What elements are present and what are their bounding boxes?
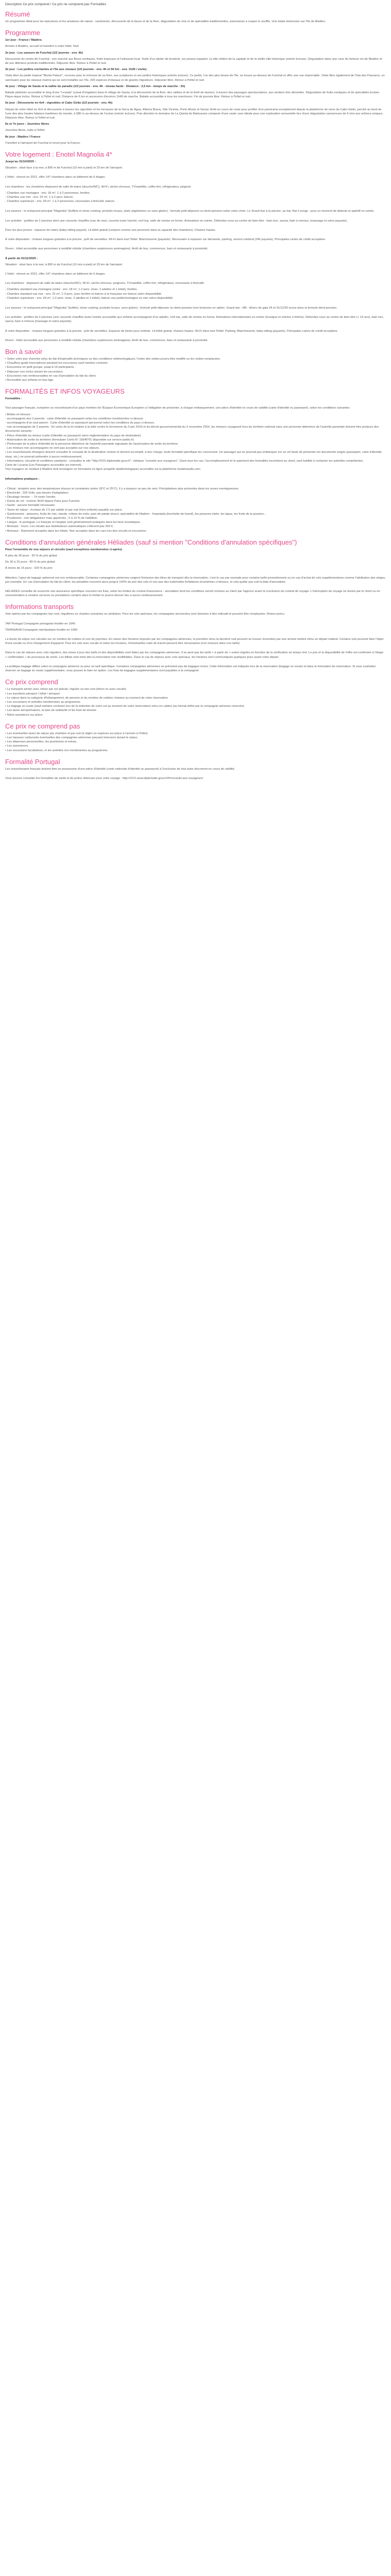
formalites-list <box>5 413 386 472</box>
transport-intro: Vols opérés par les compagnies low cost, régulières ou charters suivantes ou similaires. Pour les vols spéciaux, les compagnies annoncées sont données à titre indicatif et peuvent être remplacées. Retour prévu. <box>5 613 285 616</box>
hotel-situation: Situation : situé face à la mer, à 800 m de Funchal (10 min à pied) et 25 km de l'aéroport. <box>5 166 123 170</box>
room-types <box>5 191 386 204</box>
list-item: - accompagnés des 2 parents : carte d'identité ou passeport selon les conditions mentionnées ci-dessus. <box>5 417 144 420</box>
list-item: • Pourboires : non obligatoires mais appréciés ; 5 à 10 % de l'addition. <box>5 517 98 520</box>
list-item: • Excursions non remboursables en cas d'annulation du fait du client. <box>5 374 96 378</box>
list-item: - non accompagnés de 2 parents : En vertu de la loi relative à la lutte contre le terrorisme du 3 juin 2016 et du décret gouvernemental du 2 novembre 2016, les mineurs voyageant hors du territoire national sans une personne détentrice de l'autorité parentale doivent être porteurs des documents suivants : <box>5 426 379 433</box>
hotel-description: L'hôtel : rénové en 2021, offre 147 chambres dans un bâtiment de 6 étages. <box>5 272 106 276</box>
pratiques-subtitle: Informations pratiques : <box>5 478 40 481</box>
list-item: • Taxes de séjour : écotaxe de 2 € par adulte et par nuit (hors enfants) payable sur place. <box>5 508 123 512</box>
list-item: • Décalage horaire : - 1h toute l'année. <box>5 496 56 499</box>
hotel-description: L'hôtel : rénové en 2021, offre 147 chambres dans un bâtiment de 6 étages. <box>5 176 106 179</box>
formalite-text: Les ressortissants français doivent être en possession d'une pièce d'identité (carte nationale d'identité ou passeport) à l'exclusion de tout autre document en cours de validité. <box>5 767 235 771</box>
room-type: - Chambre supérieure : env. 26 m², 1-2 pers. (max. 2 adultes et 1 bébé), balcon vue jardin/montagne ou mer selon disponibilité. <box>5 296 174 300</box>
list-item: • Autorisation de sortie du territoire (formulaire Cerfa N° 15646*01 disponible sur service-public.fr) <box>5 438 134 442</box>
list-item: • Les dépenses personnelles, les pourboires et extras. <box>5 740 77 744</box>
section-title-programme: Programme <box>5 29 40 37</box>
section-title-transport: Informations transports <box>5 603 74 611</box>
day-title: 4e jour : Village de Gaula et la vallée du paradis (1/2 journée - env. 4h - niveau facile - Distance : 2,5 km - temps de marche : 2h) <box>5 84 185 88</box>
room-type: - Chambre supérieure : env. 26 m², 1 à 3 personnes, nécessaire à thé/café, balcon. <box>5 200 116 204</box>
annulation-text: Attention, l'ajout de bagage optionnel est non remboursable. Certaines compagnies aériennes exigent l'émission des titres de transport dès la réservation, c'est le cas par exemple pour certains tarifs promotionnels ou en cas d'achat de vols supplémentaires comme l'attribution des sièges, par exemple. En cas d'annulation du fait du client, les pénalités couvrent alors jusqu'à 100% du prix des vols et non pas des indemnités forfaitaires énumérées ci-dessus, et cela quelle que soit la date d'annulation. <box>5 576 386 584</box>
list-item: - Les mineurs non accompagnés ne sont pas acceptés sur nos séjours. <box>5 447 100 450</box>
airline-transavia: TRANSAVIA Compagnie néerlandaise fondée en 1965 <box>5 628 78 632</box>
list-item: Carte de Lucania (Les Passagers accessible sur internet). <box>5 464 82 467</box>
list-item: • Déjeuner non inclus durant les excursions. <box>5 370 63 374</box>
hotel-period: Jusqu'au 31/10/2025 : <box>5 160 36 164</box>
list-item: • Pièce d'identité du mineur (carte d'identité ou passeport selon réglementation du pays de destination) <box>5 434 141 437</box>
day-title: 1er jour : France / Madère. <box>5 39 43 42</box>
hotel-dining: Les saveurs : le restaurant principal "Magnolia" (buffets et show cooking, produits locaux, plats végétariens ou sans gluten) ; formule petit-déjeuner ou demi-pension selon votre choix. Le Snack-bar à la piscine, au bar, Bar-Lounge : pour un moment de détente et apéritif en soirée. <box>5 210 374 213</box>
pratiques-list <box>5 487 386 533</box>
day-title: 6e et 7e jours : Journées libres <box>5 123 50 126</box>
day-text: Visite libre du jardin tropical "Monte Palace", reconnu pour la richesse de sa flore, ses sculptures et ses jardins historiques (entrée incluse). Ce jardin, l'un des plus beaux de l'île, se trouve au-dessus de Funchal et offre une vue imprenable. Visite libre également de l'Isla dos Passaros, un sanctuaire pour les oiseaux marins qui se sont installés sur l'île, 200 espèces d'oiseaux et de grands migrateurs. Déjeuner libre. Retour à l'hôtel et nuit. <box>5 74 385 82</box>
annulation-text: HÉLIADES conseille de souscrire une assurance spécifique couvrant ces frais, selon les limites du contrat d'assurance - annulation dont les conditions seront remises au client par l'agence avant la conclusion du contrat de voyage. L'interruption du voyage ne donne par le client ou ne consommation à certains services ou prestations compris dans le forfait ne pourra donner lieu à aucun remboursement. <box>5 590 380 598</box>
list-item: • Gastronomie : poissons, fruits de mer, viande, crêpes de maïs, pain de patate douce, spécialités de Madère : l'espetada (brochette de boeuf), les poissons épée, les lapas, les fruits de la passion... <box>5 512 266 516</box>
list-item: - accompagnés d'un seul parent : Carte d'identité ou passeport personnel selon les conditions du pays ci-dessus. <box>5 421 155 425</box>
list-item: • Les ressortissants étrangers doivent consulter le consulat de la destination choisie et doivent accomplir, à leur charge, toute formalité spécifique les concernant. Un passager qui ne pourrait pas embarquer sur un vol faute de présenter les documents exigés (passeport, carte d'identité, visas, etc.) ne pourrait prétendre à aucun remboursement. <box>5 451 383 459</box>
list-item: • Climat : tempéré avec des températures douces et constantes (entre 18°C et 25°C). Il y a toujours un peu de vent. Précipitations plus présentes dans les zones montagneuses. <box>5 487 239 490</box>
list-item: • Selon votre jour d'arrivée et/ou du fait d'impératifs techniques ou des conditions météorologiques, l'ordre des visites pourra être modifié ou les visites remplacées. <box>5 357 221 361</box>
section-title-formalite-portugal: Formalité Portugal <box>5 757 60 766</box>
hotel-amenities: À votre disposition : chaises longues gratuites à la piscine ; prêt de serviettes. Espaces de loisirs pour enfants. Lit bébé gratuit, chaises hautes. Wi-Fi dans tout l'hôtel. Parking. Blanchisserie, baby-sitting (payants). Principales cartes de crédit acceptées. <box>5 329 338 333</box>
annulation-tier: De 30 à 15 jours : 85 % du prix global <box>5 561 55 564</box>
resume-text: Un programme idéal pour les épicuriens et les amateurs de nature : randonnée, découverte de la faune et de la flore, dégustation de vins et de spécialités traditionnelles, panoramas à couper le souffle. Une totale immersion sur l'île de Madère. <box>5 20 326 23</box>
hotel-activities: Les activités : profitez de 2 piscines (une couverte chauffée toute l'année accessible aux enfants accompagnés d'un adulte), roof top, salle de remise en forme. Animations internationales en soirée (musique et soirées à thème). Détendez-vous au centre de bien-être (+ 16 ans), bain turc, sauna, bain à remous (massage et soins payants). <box>5 316 384 324</box>
list-item: • Monnaie : l'euro. Les retraits aux distributeurs automatiques s'élèvent pas 200 €. <box>5 525 114 529</box>
hotel-activities: Les activités : profitez de 2 piscines dont une couverte chauffée (eau de mer), ouverte toute l'année, roof top, salle de remise en forme. Animations en soirée. Détendez-vous au centre de bien-être : bain turc, sauna, bain à remous, (massage et soins payants). <box>5 219 348 223</box>
list-item: Tout voyageur se rendant à Madère doit renseigner un formulaire en ligne (enquête épidémiologique) accessible via la plateforme madeirasafe.com. <box>5 468 201 471</box>
room-type: - Chambre standard vue mer : env. 22 m², 1-3 pers. avec fenêtre et balcon à la française sur balcon selon disponibilité. <box>5 292 162 296</box>
formalites-intro: Tout passager français, européen ou ressortissant d'un pays membre de l'Espace Économique Européen a l'obligation de présenter, à chaque embarquement, une pièce d'identité en cours de validité (carte d'identité ou passeport), selon les conditions suivantes : <box>5 406 351 410</box>
list-item: • Chauffeur-guide francophone pendant les excursions sauf mention contraire <box>5 362 108 365</box>
room-types <box>5 287 386 300</box>
hotel-period: À partir du 01/11/2025 : <box>5 257 38 260</box>
transport-text: La durée du séjour est calculée sur un nombre de nuitées et non de journées. En raison des horaires imposés par les compagnies aériennes, la première et/ou la dernière nuit peuvent se trouver écourtées par une arrivée tardive et/ou un départ matinal. Certains vols peuvent faire l'objet d'une escale ou d'un changement d'appareil. Pour les vols avec escale et selon les horaires, d'éventuelles nuits de transit peuvent être nécessaires (non incluses dans nos tarifs). <box>5 638 384 646</box>
non-compris-list <box>5 732 386 753</box>
list-item: • Le bagage en soute (sauf mention contraire lors de la sélection de votre vol au moment de votre réservation) et/ou en cabine (au format défini par la compagnie aérienne réservée) <box>5 705 245 708</box>
annulation-intro: Pour l'ensemble de nos séjours et circuits (sauf exceptions mentionnées ci-après) <box>5 548 122 551</box>
day-title: 2e jour : Les saveurs de Funchal (1/2 journée - env. 4h) <box>5 51 83 55</box>
tab-bar[interactable]: Description Ce prix comprend / Ce prix ne comprend pas Formalités <box>5 3 106 6</box>
list-item: • Notre assistance sur place. <box>5 713 43 717</box>
hotel-situation: Situation : situé face à la mer, à 800 m de Funchal (10 min à pied) et 25 km de l'aéroport. <box>5 263 123 266</box>
programme-list <box>5 38 386 145</box>
transport-text: Dans le cas de séjours avec vols réguliers, des mises à jour des tarifs et des disponibilités sont faites par les compagnies aériennes. Il se peut que les tarifs + à partir de + soient régulés en fonction de la vérification en temps réel. Le prix et la disponibilité de l'offre est confirmée à l'étape « confirmation » du processus de vente. Les billets sont émis dès la réservation non modifiables. Dans le cas de séjours avec vols spéciaux, les horaires sont communiqués quelques jours avant votre départ. <box>5 651 384 659</box>
list-item: • Les assurances. <box>5 744 29 748</box>
hotel-misc: Divers : hôtel accessible aux personnes à mobilité réduite (chambres supérieures aménagées). Arrêt de bus, commerces, bars et restaurants à proximité. <box>5 338 208 342</box>
airline-tap: TAP Portugal Compagnie portugaise fondée en 1945 <box>5 622 75 625</box>
formalite-link[interactable]: Vous pouvez consulter les formalités de santé et de police obtenues pour votre voyage : http://XXX.www.diplomatie.gouv.fr/fr/conseils-aux-voyageurs/ <box>5 776 203 780</box>
section-title-hotel: Votre logement : Enotel Magnolia 4* <box>5 150 112 159</box>
list-item: • Accessible aux enfants en bas âge. <box>5 378 54 382</box>
list-item: • Le transport aérien avec retour par vol spécial, régulier ou low cost (direct ou avec escale) <box>5 688 126 691</box>
hotel-amenities: À votre disposition : chaises longues gratuites à la piscine ; prêt de serviettes. Wi-Fi dans tout l'hôtel. Blanchisserie (payante). Nécessaire à repasser sur demande, parking, service médical (24h payants). Principales cartes de crédit acceptées. <box>5 238 326 242</box>
list-item: • Électricité : 220 Volts, pas besoin d'adaptateur. <box>5 491 69 495</box>
section-title-formalites: FORMALITÉS ET INFOS VOYAGEURS <box>5 387 125 396</box>
day-text: Journées libres, nuits à l'hôtel. <box>5 129 45 132</box>
list-item: • Les taxes aéroportuaires, la taxe de solidarité et les frais de dossier <box>5 709 96 713</box>
list-item: • Les hausses carburants éventuelles des compagnies aériennes pouvant intervenir durant le séjour. <box>5 736 138 739</box>
list-item: • Les éventuelles taxes de séjour par chambre et par nuit (à régler en espèces sur place à l'arrivée à l'hôtel). <box>5 732 149 735</box>
day-text: Balade pédestre accessible le long d'une "Levada" (canal d'irrigation) dans le village de Gaula, à la découverte de la flore, des vallées et de la forêt de lauriers, à travers des paysages spectaculaires, aux sentiers très dénivelés. Dégustation de fruits exotiques et de spécialités locales. Pique-nique inclus. Retour à l'hôtel et nuit. Distance de 6 km et ascension d'environ 1h45 de marche. Balade accessible à tous les marcheurs. Fin de journée libre. Retour à l'hôtel et nuit. <box>5 91 380 99</box>
day-text: Arrivée à Madère, accueil et transfert à votre hôtel. Nuit. <box>5 45 79 48</box>
day-text: Découverte du centre de Funchal : son marché aux fleurs exotiques, fruits tropicaux et l'artisanat local. Visite d'un atelier de broderie, sur poisse-espadon, la ville côtière de la capitale et de la vieille ville historique (entrée incluse). Dégustation dans une cave du fameux vin de Madère et de ses délicieux produits traditionnels. Déjeuner libre. Retour à l'hôtel et nuit. <box>5 57 382 65</box>
hotel-rooms: Les chambres : les chambres disposent de salle de bains (douche/WC), Wi-Fi, sèche-cheveux, TV/satellite, coffre-fort, réfrigérateur, peignoir. <box>5 185 192 189</box>
list-item: • Les transferts aéroport / hôtel / aéroport <box>5 692 60 696</box>
bon-a-savoir-list <box>5 357 386 382</box>
list-item: • Durée de vol : environ 3h30 depuis Paris pour Funchal. <box>5 500 80 503</box>
list-item: • Les excursions facultatives, et les activités non mentionnées au programme. <box>5 749 108 752</box>
day-text: Transfert à l'aéroport de Funchal et envol pour la France. <box>5 141 81 145</box>
hotel-rooms: Les chambres : disposent de salle de bains (douche/WC), Wi-Fi, sèche-cheveux, peignoirs, TV/satellite, coffre-fort, réfrigérateur, nécessaire à thé/café. <box>5 282 205 285</box>
transport-text: La politique bagage diffère selon la compagnie aérienne ou pour un tarif spécifique. Certaines compagnies aériennes ne prévoient pas de bagages inclus. Cette information est indiquée lors de la réservation (bagage en soute) et dans le formulaire de réservation. Si vous souhaitez réserver un bagage en soute supplémentaire, vous pouvez le faire en option. Les frais de bagages supplémentaires sont payables à la compagnie. <box>5 665 376 673</box>
list-item: • Bébés et mineurs : <box>5 413 32 416</box>
compris-list <box>5 687 386 717</box>
hotel-kids: Pour les plus jeunes : espaces de loisirs (baby-sitting payant), Lit bébé gratuit (compris comme une personne dans la capacité des chambres). Chaises hautes. <box>5 228 216 232</box>
list-item: • Santé : aucune formalité nécessaire. <box>5 504 56 507</box>
day-title: 5e jour : Découverte en 4x4 : vignobles et Cabo Girão (1/2 journée - env. 4h) <box>5 101 112 105</box>
page <box>5 0 386 781</box>
list-item: • Photocopie de la pièce d'identité de la personne détentrice de l'autorité parentale signataire de l'autorisation de sortie du territoire <box>5 442 178 446</box>
section-title-annulation: Conditions d'annulation générales Héliades (sauf si mention "Conditions d'annulation spécifiques") <box>5 538 297 546</box>
day-title: 3e jour : Les jardins enchantés et l'île aux oiseaux (1/2 journée - env. 4h et 50 km - env. 1h30 / visite) <box>5 68 147 72</box>
section-title-bon-a-savoir: Bon à savoir <box>5 347 43 355</box>
list-item: • Informations, sécurité et conditions sanitaires : consultez le site "http://XXX.diplomatie.gouv.fr", rubrique "conseils aux voyageurs". Dans tous les cas, l'accomplissement et le paiement des formalités incombent au client, seul habilité à contacter les autorités compétentes. <box>5 459 364 463</box>
section-title-resume: Résumé <box>5 10 30 18</box>
section-title-non-compris: Ce prix ne comprend pas <box>5 722 80 730</box>
list-item: • Langue : le portugais. Le français et l'anglais sont généralement pratiqués dans les lieux touristiques. <box>5 521 141 524</box>
room-type: - Chambre standard vue montagne (ordre : env. 18 m², 1-2 pers. (max. 2 adultes et 1 bébé), fenêtre. <box>5 288 138 292</box>
day-title: 8e jour : Madère / France <box>5 135 41 139</box>
day-text: Départ de votre hôtel en 4x4 et découverte à travers les vignobles et les terrasses de la Serra de Água, Ribeira Brava, São Vicente, Porto Moniz et Seixal. Arrêt en cours de route pour profiter d'un panorama exceptionnel depuis la plateforme de verre du Cabo Girão, perché au bord de l'une des plus hautes falaises maritimes du monde, à 580 m au-dessus de l'océan (entrée incluse). Puis direction le domaine de La Quinta do Barbusano composé d'une vaste cave idéale pour une exploration sensorielle lors d'une dégustation savoureuse de 6 vins aux arômes uniques. Déjeuner libre. Retour à l'hôtel et nuit. <box>5 108 384 120</box>
formalites-subtitle: Formalités : <box>5 397 22 401</box>
list-item: • Excursions en petit groupe, jusqu'à 19 participants. <box>5 366 75 369</box>
room-type: - Chambre vue montagne : env. 18 m², 1 à 2 personnes, fenêtre. <box>5 191 91 195</box>
annulation-tier: À plus de 30 jours : 35 % du prix global <box>5 554 57 558</box>
section-title-compris: Ce prix comprend <box>5 678 58 686</box>
list-item: • Le séjour dans la catégorie d'hébergement, de pension et du nombre de nuitées choisies au moment de votre réservation. <box>5 696 169 700</box>
annulation-tier: À moins de 15 jours : 100 % du prix <box>5 567 53 570</box>
room-type: - Chambre vue mer : env. 22 m², 1 à 2 pers, balcon. <box>5 196 74 199</box>
list-item: • Animaux : Rarement acceptés dans les hôtels. Non acceptés dans les cars lors des circuits et excursions. <box>5 529 147 533</box>
hotel-dining: Les saveurs : le restaurant principal "Magnolia" (buffets, show cooking, produits locaux, sans gluten) ; formule petit-déjeuner ou demi-pension hors boissons en option. Snack-bar ; NB : dîners de gala 24 et 31/12/25 inclus dans la formule demi-pension. <box>5 306 337 310</box>
hotel-misc: Divers : hôtel accessible aux personnes à mobilité réduite (chambres supérieures aménagées). Arrêt de bus, commerces, bars et restaurants à proximité. <box>5 247 208 251</box>
list-item: • Les excursions et activités mentionnées au programme. <box>5 700 82 704</box>
